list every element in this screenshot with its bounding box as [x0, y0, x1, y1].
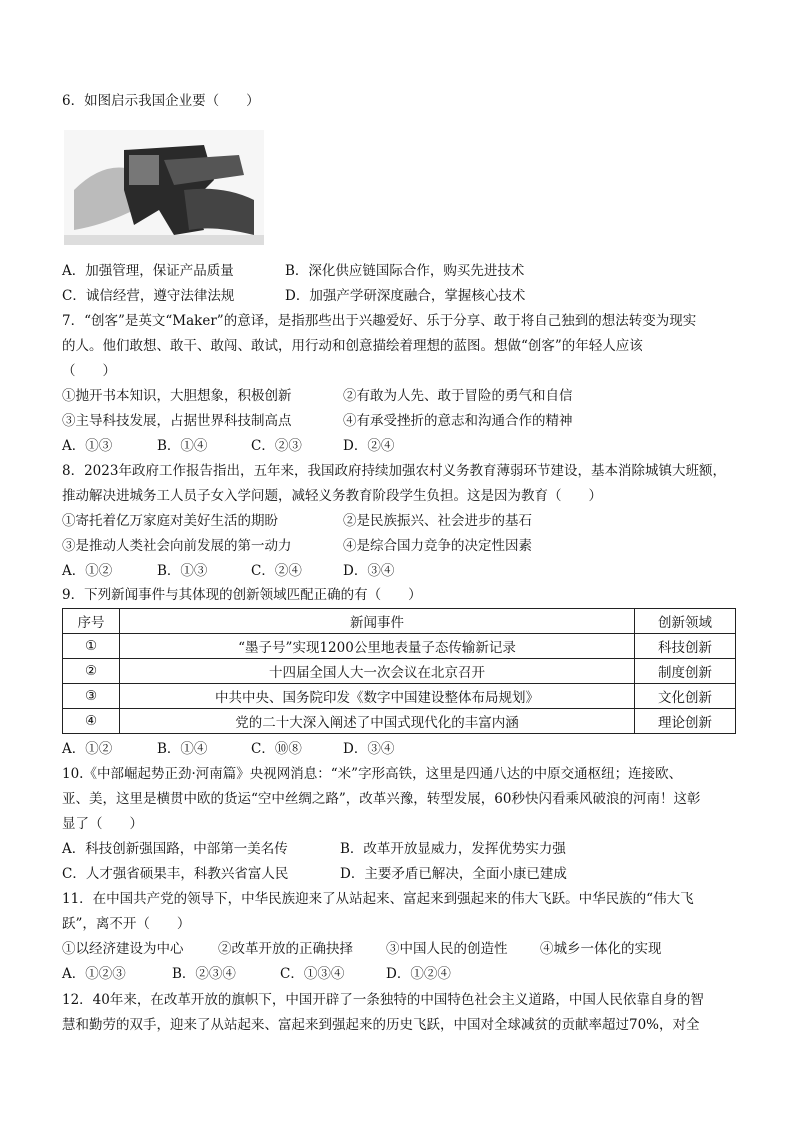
q6-option-a: A．加强管理，保证产品质量 — [62, 263, 234, 279]
row-seq: ④ — [63, 709, 120, 734]
table-header-row — [63, 609, 736, 634]
q8-item-3: ③是推动人类社会向前发展的第一动力 — [62, 538, 292, 554]
news-table — [62, 608, 736, 734]
q11-option-a: A．①②③ — [62, 966, 126, 982]
q7-stem-line1: 7．“创客”是英文“Maker”的意译，是指那些出于兴趣爱好、乐于分享、敢于将自己独到的想法转变为现实 — [62, 313, 697, 329]
q7-item-3: ③主导科技发展，占据世界科技制高点 — [62, 413, 292, 429]
table-row — [63, 709, 736, 734]
row-field: 理论创新 — [635, 709, 736, 734]
row-seq: ③ — [63, 684, 120, 709]
table-row — [63, 684, 736, 709]
row-event: 中共中央、国务院印发《数字中国建设整体布局规划》 — [120, 684, 635, 709]
q12-stem-line2: 慧和勤劳的双手，迎来了从站起来、富起来到强起来的历史飞跃，中国对全球减贫的贡献率超过70%，对全 — [62, 1017, 700, 1033]
q11-stem-line2: 跃”，离不开（ ） — [62, 916, 191, 932]
row-seq: ① — [63, 634, 120, 659]
row-field: 科技创新 — [635, 634, 736, 659]
q10-option-d: D．主要矛盾已解决，全面小康已建成 — [340, 866, 567, 882]
row-event: “墨子号”实现1200公里地表量子态传输新记录 — [120, 634, 635, 659]
q8-option-d: D．③④ — [343, 563, 395, 579]
q10-option-a: A．科技创新强国路，中部第一美名传 — [62, 841, 288, 857]
q9-stem: 9．下列新闻事件与其体现的创新领域匹配正确的有（ ） — [62, 587, 422, 603]
q8-option-c: C．②④ — [251, 563, 302, 579]
q11-item-3: ③中国人民的创造性 — [386, 941, 508, 957]
q10-stem-line2: 亚、美，这里是横贯中欧的货运“空中丝绸之路”，改革兴豫，转型发展，60秒快闪看乘风破浪的河南！这彰 — [62, 791, 701, 807]
q7-option-a: A．①③ — [62, 438, 113, 454]
q10-option-b: B．改革开放显威力，发挥优势实力强 — [340, 841, 566, 857]
q7-item-1: ①抛开书本知识，大胆想象，积极创新 — [62, 388, 292, 404]
row-field: 文化创新 — [635, 684, 736, 709]
q11-option-d: D．①②④ — [386, 966, 451, 982]
cartoon-image — [64, 130, 264, 245]
q11-item-1: ①以经济建设为中心 — [62, 941, 184, 957]
header-seq: 序号 — [63, 609, 120, 634]
q9-option-d: D．③④ — [343, 741, 395, 757]
table-row — [63, 634, 736, 659]
row-event: 党的二十大深入阐述了中国式现代化的丰富内涵 — [120, 709, 635, 734]
row-seq: ② — [63, 659, 120, 684]
q11-stem-line1: 11．在中国共产党的领导下，中华民族迎来了从站起来、富起来到强起来的伟大飞跃。中华民族的“伟大飞 — [62, 891, 694, 907]
q9-option-c: C．⑩⑧ — [251, 741, 302, 757]
q7-option-b: B．①④ — [157, 438, 208, 454]
q6-stem: 6．如图启示我国企业要（ ） — [62, 93, 260, 109]
header-field: 创新领域 — [635, 609, 736, 634]
q11-option-c: C．①③④ — [280, 966, 345, 982]
q8-item-2: ②是民族振兴、社会进步的基石 — [343, 513, 532, 529]
q8-stem-line2: 推动解决进城务工人员子女入学问题，减轻义务教育阶段学生负担。这是因为教育（ ） — [62, 488, 602, 504]
q10-stem-line1: 10.《中部崛起势正劲·河南篇》央视网消息：“米”字形高铁，这里是四通八达的中原交通枢纽；连接欧、 — [62, 766, 683, 782]
q8-option-a: A．①② — [62, 563, 113, 579]
q8-item-1: ①寄托着亿万家庭对美好生活的期盼 — [62, 513, 278, 529]
header-event: 新闻事件 — [120, 609, 635, 634]
row-field: 制度创新 — [635, 659, 736, 684]
q9-option-b: B．①④ — [157, 741, 208, 757]
q11-item-4: ④城乡一体化的实现 — [540, 941, 662, 957]
q7-option-c: C．②③ — [251, 438, 302, 454]
q11-option-b: B．②③④ — [172, 966, 236, 982]
q9-option-a: A．①② — [62, 741, 113, 757]
q6-option-b: B．深化供应链国际合作，购买先进技术 — [285, 263, 525, 279]
q10-stem-line3: 显了（ ） — [62, 816, 143, 832]
table-row — [63, 659, 736, 684]
q10-option-c: C．人才强省硕果丰，科教兴省富人民 — [62, 866, 289, 882]
q7-stem-line3: （ ） — [62, 363, 116, 379]
q12-stem-line1: 12．40年来，在改革开放的旗帜下，中国开辟了一条独特的中国特色社会主义道路，中国人民依靠自身的智 — [62, 992, 704, 1008]
q7-item-2: ②有敢为人先、敢于冒险的勇气和自信 — [343, 388, 573, 404]
q8-option-b: B．①③ — [157, 563, 208, 579]
q8-stem-line1: 8．2023年政府工作报告指出，五年来，我国政府持续加强农村义务教育薄弱环节建设，基本消除城镇大班额， — [62, 463, 726, 479]
q6-option-c: C．诚信经营，遵守法律法规 — [62, 288, 235, 304]
q11-item-2: ②改革开放的正确抉择 — [218, 941, 353, 957]
row-event: 十四届全国人大一次会议在北京召开 — [120, 659, 635, 684]
q8-item-4: ④是综合国力竞争的决定性因素 — [343, 538, 532, 554]
q7-item-4: ④有承受挫折的意志和沟通合作的精神 — [343, 413, 573, 429]
q6-option-d: D．加强产学研深度融合，掌握核心技术 — [285, 288, 526, 304]
q7-stem-line2: 的人。他们敢想、敢干、敢闯、敢试，用行动和创意描绘着理想的蓝图。想做“创客”的年轻人应该 — [62, 338, 643, 354]
q7-option-d: D．②④ — [343, 438, 395, 454]
